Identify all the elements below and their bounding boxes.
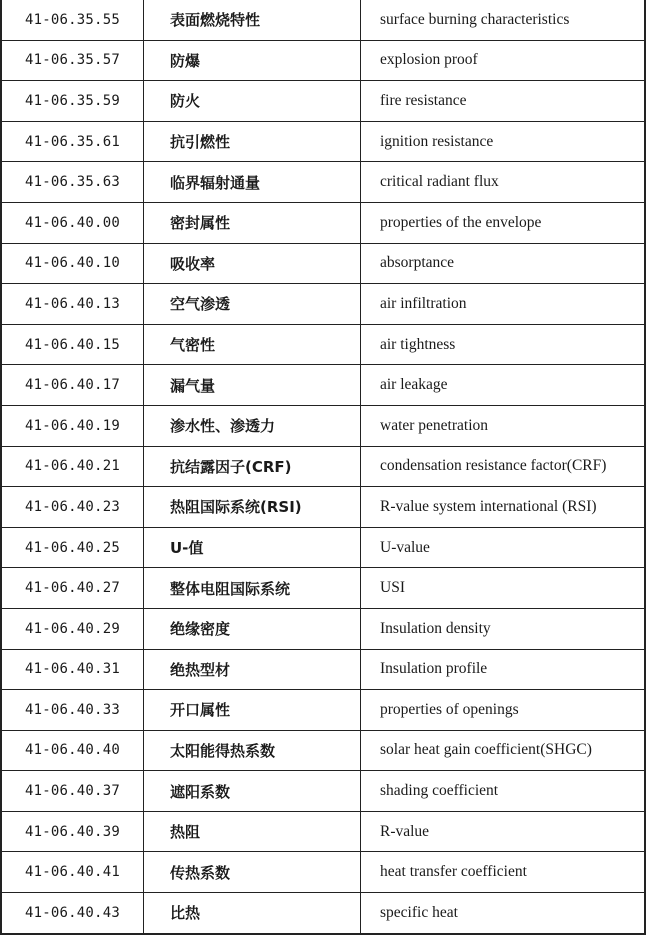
term-english-cell: heat transfer coefficient xyxy=(361,852,646,893)
term-code-cell: 41-06.40.27 xyxy=(1,568,144,609)
term-english-cell: condensation resistance factor(CRF) xyxy=(361,446,646,487)
term-english-cell: water penetration xyxy=(361,405,646,446)
term-chinese-cell: 热阻 xyxy=(144,811,361,852)
term-chinese-cell: 漏气量 xyxy=(144,365,361,406)
table-row xyxy=(1,608,645,649)
table-row xyxy=(1,81,645,122)
term-code-cell: 41-06.35.59 xyxy=(1,81,144,122)
term-chinese-cell: 渗水性、渗透力 xyxy=(144,405,361,446)
table-row xyxy=(1,649,645,690)
term-code-cell: 41-06.40.17 xyxy=(1,365,144,406)
table-row xyxy=(1,405,645,446)
table-row xyxy=(1,730,645,771)
table-row xyxy=(1,202,645,243)
table-row xyxy=(1,243,645,284)
term-chinese-cell: 太阳能得热系数 xyxy=(144,730,361,771)
table-row xyxy=(1,893,645,934)
term-english-cell: critical radiant flux xyxy=(361,162,646,203)
term-english-cell: Insulation density xyxy=(361,608,646,649)
term-english-cell: explosion proof xyxy=(361,40,646,81)
term-english-cell: air tightness xyxy=(361,324,646,365)
term-english-cell: solar heat gain coefficient(SHGC) xyxy=(361,730,646,771)
table-row xyxy=(1,40,645,81)
table-row xyxy=(1,568,645,609)
table-row xyxy=(1,0,645,40)
term-code-cell: 41-06.40.15 xyxy=(1,324,144,365)
table-row xyxy=(1,324,645,365)
table-row xyxy=(1,527,645,568)
table-row xyxy=(1,811,645,852)
term-code-cell: 41-06.35.61 xyxy=(1,121,144,162)
term-chinese-cell: 绝缘密度 xyxy=(144,608,361,649)
term-english-cell: properties of the envelope xyxy=(361,202,646,243)
term-chinese-cell: 热阻国际系统(RSI) xyxy=(144,487,361,528)
term-chinese-cell: 气密性 xyxy=(144,324,361,365)
table-row xyxy=(1,121,645,162)
term-english-cell: fire resistance xyxy=(361,81,646,122)
term-chinese-cell: 临界辐射通量 xyxy=(144,162,361,203)
term-english-cell: Insulation profile xyxy=(361,649,646,690)
term-english-cell: absorptance xyxy=(361,243,646,284)
term-chinese-cell: U-值 xyxy=(144,527,361,568)
term-code-cell: 41-06.40.37 xyxy=(1,771,144,812)
table-row xyxy=(1,446,645,487)
term-code-cell: 41-06.40.00 xyxy=(1,202,144,243)
table-row xyxy=(1,487,645,528)
term-code-cell: 41-06.35.57 xyxy=(1,40,144,81)
table-row xyxy=(1,771,645,812)
terminology-table-body xyxy=(1,0,645,934)
term-chinese-cell: 比热 xyxy=(144,893,361,934)
term-chinese-cell: 整体电阻国际系统 xyxy=(144,568,361,609)
term-code-cell: 41-06.40.23 xyxy=(1,487,144,528)
table-row xyxy=(1,162,645,203)
table-row xyxy=(1,690,645,731)
term-code-cell: 41-06.40.19 xyxy=(1,405,144,446)
term-english-cell: surface burning characteristics xyxy=(361,0,646,40)
term-english-cell: shading coefficient xyxy=(361,771,646,812)
term-english-cell: specific heat xyxy=(361,893,646,934)
term-code-cell: 41-06.40.13 xyxy=(1,284,144,325)
term-code-cell: 41-06.35.55 xyxy=(1,0,144,40)
term-chinese-cell: 传热系数 xyxy=(144,852,361,893)
term-english-cell: ignition resistance xyxy=(361,121,646,162)
table-row xyxy=(1,365,645,406)
term-chinese-cell: 防火 xyxy=(144,81,361,122)
table-row xyxy=(1,284,645,325)
term-code-cell: 41-06.40.10 xyxy=(1,243,144,284)
term-code-cell: 41-06.40.39 xyxy=(1,811,144,852)
term-english-cell: R-value xyxy=(361,811,646,852)
term-english-cell: properties of openings xyxy=(361,690,646,731)
term-english-cell: air infiltration xyxy=(361,284,646,325)
term-english-cell: R-value system international (RSI) xyxy=(361,487,646,528)
term-chinese-cell: 绝热型材 xyxy=(144,649,361,690)
term-chinese-cell: 吸收率 xyxy=(144,243,361,284)
term-code-cell: 41-06.40.40 xyxy=(1,730,144,771)
term-code-cell: 41-06.40.25 xyxy=(1,527,144,568)
term-code-cell: 41-06.40.31 xyxy=(1,649,144,690)
term-english-cell: U-value xyxy=(361,527,646,568)
term-english-cell: USI xyxy=(361,568,646,609)
term-code-cell: 41-06.40.43 xyxy=(1,893,144,934)
term-code-cell: 41-06.40.29 xyxy=(1,608,144,649)
term-english-cell: air leakage xyxy=(361,365,646,406)
term-chinese-cell: 密封属性 xyxy=(144,202,361,243)
term-code-cell: 41-06.40.21 xyxy=(1,446,144,487)
term-chinese-cell: 空气渗透 xyxy=(144,284,361,325)
table-row xyxy=(1,852,645,893)
term-chinese-cell: 抗引燃性 xyxy=(144,121,361,162)
term-code-cell: 41-06.35.63 xyxy=(1,162,144,203)
term-chinese-cell: 开口属性 xyxy=(144,690,361,731)
term-chinese-cell: 表面燃烧特性 xyxy=(144,0,361,40)
term-code-cell: 41-06.40.33 xyxy=(1,690,144,731)
term-chinese-cell: 防爆 xyxy=(144,40,361,81)
term-code-cell: 41-06.40.41 xyxy=(1,852,144,893)
term-chinese-cell: 遮阳系数 xyxy=(144,771,361,812)
term-chinese-cell: 抗结露因子(CRF) xyxy=(144,446,361,487)
